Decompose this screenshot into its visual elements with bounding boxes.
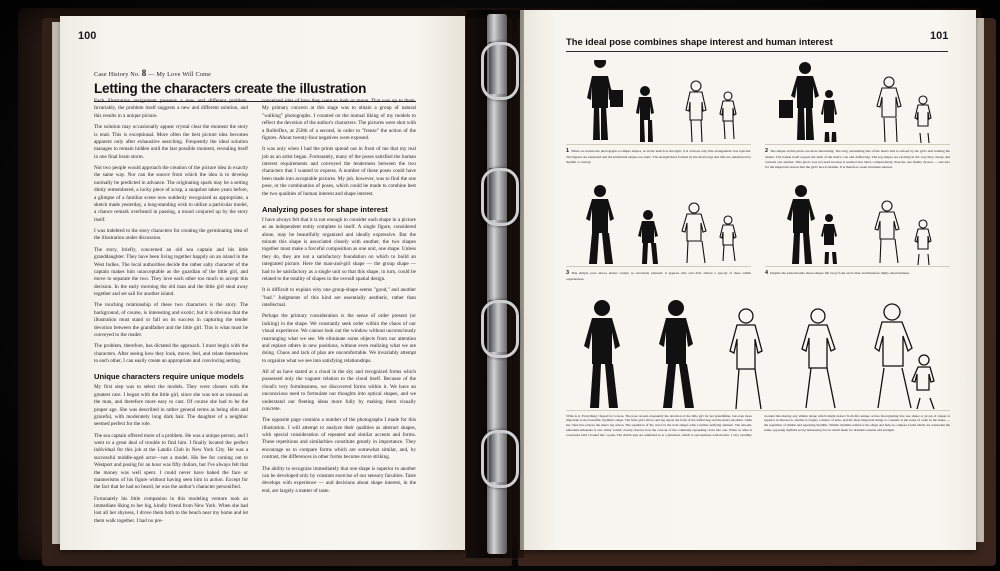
- binder-ring: [481, 168, 519, 226]
- sketch-outline-pair-4: [865, 198, 945, 266]
- left-column-2: [262, 98, 416, 518]
- figure-cell-5: [566, 292, 950, 438]
- kicker-prefix: Case History No.: [94, 71, 140, 78]
- paragraph: Not two people would approach the creation of the picture idea in exactly the same way. Nor can the source from which the idea is to develop normally be predicted in advance. The originating spark may be a setting dimly remembered, a lucky piece of scrap, a snapshot taken years before, a glimpse of a familiar scene now suddenly recognized as appropriate, a sketch made yesterday, a long-standing wish to utilize a particular model, a chance remark overheard in passing, a mood conjured up by the story itself.: [94, 165, 248, 223]
- caption-text: This simple pose shows shares variety as obviously planned: it appears trite and dull, almost a parody of mere subtle organization.: [566, 270, 751, 281]
- figure-man-walking-photo: [570, 182, 634, 266]
- photo-pair-4: [765, 180, 950, 267]
- paragraph: The opposite page contains a number of the photographs I made for this illustration. I will attempt to analyze their qualities as abstract shapes, with special consideration of repeated and similar accents and forms. These repetitions and similarities constitute greatly in importance. They encourage us to compare forms which are somewhat similar, and, by contrast, the differences in other forms become more striking.: [262, 417, 416, 461]
- paragraph: I was indebted to the story characters for creating the germinating idea of the illustration under discussion.: [94, 228, 248, 242]
- caption-number: 5: [566, 413, 568, 418]
- paragraph: All of us have stared at a cloud in the sky and recognized forms which possessed only the vaguest relation to the cloud itself. Because of the cloud's very formlessness, we discovered forms within it. We have an unconscious need to formulate our thoughts into optical shapes, and we understand our fleeting ideas more fully by making them visually concrete.: [262, 369, 416, 412]
- sketch-outline-pair-3: [674, 200, 748, 266]
- caption-text: When we isolate the photograph to simple shapes, as in the sketch at the right, it is obvious why this arrangement was rejected. The figures are unrelated and the individual shapes are static. The straight lines formed by the man's legs and rifle are unrelieved by rhythm or variety.: [566, 149, 751, 165]
- sketch-outline-man-d: [788, 306, 848, 410]
- left-page-columns: [94, 98, 416, 524]
- figure-grid: [566, 58, 950, 438]
- figure-caption-5: [566, 414, 950, 438]
- sketch-outline-pair-1: [678, 78, 748, 144]
- figure-man-and-girl-photo: [771, 60, 849, 144]
- figure-man-silhouette-a: [574, 298, 634, 410]
- figure-cell-4: [765, 180, 950, 282]
- figure-row-3: [566, 292, 950, 438]
- paragraph: Fortunately his little companion in this modeling venture took an immediate liking to her big, kindly friend from New York. When she had lost all her shyness, I drove them both to the beach near my home and let them walk together. I had no pre-: [94, 495, 248, 524]
- caption-number: 4: [765, 269, 769, 276]
- figure-cell-3: [566, 180, 751, 282]
- figure-caption-1: [566, 148, 751, 165]
- figure-cell-2: [765, 58, 950, 170]
- right-page-title: The ideal pose combines shape interest and human interest: [566, 36, 833, 47]
- sketch-outline-final-pose: [862, 300, 940, 410]
- paragraph: The story, briefly, concerned an old sea captain and his little granddaughter. They have been living together happily on an island in the West Indies. The local authorities decide the rather salty character of the captain makes him unacceptable as the guardian of the little girl, and move to separate the two. They love each other too much to accept this decision. In the early morning the old man and the little girl steal away together and set sail for another island.: [94, 246, 248, 297]
- photo-pair-3: [566, 180, 751, 267]
- sketch-outline-man-c: [718, 306, 776, 410]
- caption-text: Despite the joined hands, these shapes fall away from each other and therefore imply unrelatedness.: [770, 270, 910, 275]
- caption-text: This is it. Everything I hoped for is here. The pose reveals eloquently the devotion of the little girl for her grandfather, but even more important is the beautiful, rhythmic shape. The little girl's elbow and leg repeat the form of the duffel-bag and the man's shoulder, while her chest line echoes the man's leg action. The repetition of the curve in the twin shapes adds a further unifying element. The smooth, unbroken silhouette is also richly varied; closely observe how the contour of the continuity expanding circle into one. When as often is contrasted with a bound into a peak. The child's legs are reminded as at a pinwheel, which is synonymous with motion. I very carefully avoided introducing any similar shape which might detract from this unique action. Recognizing that one shape or group of shapes is superior in interest to another is largely a matter of taste, and the most important things to consider is the sense of order in the shape — the repetition of similar and repeating rhythms. Similar rhythms reinforce the shape and help us compare forms which are somewhat the same, opposing rhythms set up buttressing forces which make for dramatic tension and strength.: [566, 413, 950, 437]
- kicker-number: 8: [141, 68, 147, 78]
- subheading-unique-characters: Unique characters require unique models: [94, 372, 244, 382]
- page-number-left: 100: [78, 30, 97, 42]
- paragraph: Each illustration assignment presents a new and different problem. Invariably, the problem itself suggests a new and different solution, and this results in a unique picture.: [94, 98, 248, 119]
- photo-pair-2: [765, 58, 950, 145]
- paragraph: conceived idea of how they were to look or move. That was up to them. My primary concern at this stage was to obtain a group of natural "walking" photographs. I counted on the mutual liking of my models to reflect the devotion of the author's characters. The pictures were shot with a Rolleiflex, at 250th of a second, in order to "freeze" the action of the figures. About twenty-four negatives were exposed.: [262, 98, 416, 141]
- paragraph: Perhaps the primary consideration is the sense of order present (or lacking) in the shape. We constantly seek order within the chaos of our visual experience. We cannot look out the window without unconsciously rearranging what we see. We eliminate some objects from our attention and replace others in new positions, without even realizing what we are doing. Chaos and lack of plan are uncomfortable. We invariably attempt to organize what we see into satisfying relationships.: [262, 313, 416, 364]
- figure-caption-2: [765, 148, 950, 170]
- figure-caption-3: [566, 270, 751, 282]
- paragraph: The solution may occasionally appear crystal clear the moment the story is read. This is exceptional. More often the best picture idea becomes apparent only after exhaustive searching. Frequently the ideal solution manages to remain hidden until the last possible moment, revealing itself in one final brain storm.: [94, 124, 248, 160]
- paragraph: It was only when I had the prints spread out in front of me that my real job as an artist began. Fortunately, many of the poses satisfied the human interest requirements and conveyed the tenderness between the two characters that I wanted to express. A number of these poses could have been made into acceptable pictures. My job, however, was to find the one pose, or the combination of poses, which could be made to combine best the two qualities of human interest and shape interest.: [262, 146, 416, 197]
- subheading-analyzing-poses: Analyzing poses for shape interest: [262, 204, 388, 214]
- figure-row-2: [566, 180, 950, 282]
- left-page-title: Letting the characters create the illustration: [94, 81, 367, 96]
- paragraph: I have always felt that it is not enough to consider each shape in a picture as an independent entity complete in itself. A single figure, considered alone, may be beautifully organized and ideally expressive. But the minute this shape is associated closely with another, the two shapes together must make a forceful composition as one unit, one shape. Unless they do, they are not a satisfactory foundation on which to build an integrated picture. Here the man-and-girl shape — the group shape — had to be satisfactory as a single unit so that this shape, in turn, could be related to the totality of shapes in the overall spatial design.: [262, 216, 416, 282]
- left-column-1: [94, 98, 248, 524]
- photo-pair-1: [566, 58, 751, 145]
- paragraph: The touching relationship of these two characters is the story. The background, of course, is interesting and exotic; but it is obvious that the illustration must stand or fall on its success in capturing the tender devotion between the grandfather and the little girl. This is what must be conveyed to the reader.: [94, 302, 248, 338]
- binder-ring: [481, 430, 519, 488]
- caption-number: 1: [566, 148, 570, 154]
- photo-series-5: [566, 292, 950, 411]
- right-page-header: [566, 36, 948, 52]
- figure-man-silhouette-b: [646, 298, 706, 410]
- figure-man-with-bag-photo: [570, 60, 630, 144]
- left-page-header: [94, 68, 416, 102]
- figure-cell-1: [566, 58, 751, 170]
- caption-text: The shapes in this photo are more interesting. The long, undulating line of the man's arm is echoed by the girl's arm holding the basket. The basket itself repeats the bulk of the man's coat and duffel-bag. The leg shapes are exciting in the way they charge and contrast one another. This photo was not used because it seemed less ideal, comparatively, than the one finally chosen — and also for the important reason that the girl's face is hidden. It is therefore weak in human interest.: [765, 149, 950, 169]
- kicker-suffix: — My Love Will Come: [148, 71, 212, 78]
- figure-man-girl-joined-hands-photo: [771, 182, 847, 266]
- figure-girl-walking-photo: [632, 208, 666, 266]
- sketch-outline-pair-2: [865, 74, 945, 144]
- paragraph: The sea captain offered more of a problem. He was a unique person, and I went to a great deal of trouble to find him. I finally located the perfect individual for this job at the Landis Club in New York City. He was a successful middle-aged actor—not a model. His fee for coming out to Westport and posing for an hour was fifty dollars, but I've always felt that the money was well spent. I could never have baked the face or mannerisms of his figure without having seen him in action. Except for the fact that he had no beard, he was the author's character personified.: [94, 432, 248, 491]
- paragraph: The problem, therefore, has dictated the approach. I must begin with the characters. After seeing how they look, move, feel, and relate themselves to each other, I can easily create an appropriate and convincing setting.: [94, 343, 248, 364]
- page-number-right: 101: [930, 30, 949, 42]
- figure-caption-4: [765, 270, 950, 277]
- caption-number: 3: [566, 269, 570, 276]
- figure-girl-photo: [628, 84, 664, 144]
- paragraph: The ability to recognize immediately that one shape is superior to another can be developed only by constant exercise of our sensory faculties. Taste develops with experience — and decisions about shape interest, in the end, are largely a matter of taste.: [262, 465, 416, 494]
- figure-row-1: [566, 58, 950, 170]
- binder-ring: [481, 42, 519, 100]
- binder-ring: [481, 300, 519, 358]
- case-history-kicker: [94, 68, 416, 78]
- paragraph: My first step was to select the models. They were chosen with the greatest care. I began with the little girl, since she was not as unusual as the man, and therefore more easy to cast. Of course she had to be the proper age. She was described in rather general terms as being slim and graceful, with moderately long dark hair. The daughter of a neighbor seemed perfect for the role.: [94, 384, 248, 428]
- right-title-rule: [566, 51, 948, 52]
- caption-number: 2: [765, 148, 769, 154]
- paragraph: It is difficult to explain why one group-shape seems "good," and another "bad." Judgments of this kind are essentially aesthetic, rather than intellectual.: [262, 287, 416, 308]
